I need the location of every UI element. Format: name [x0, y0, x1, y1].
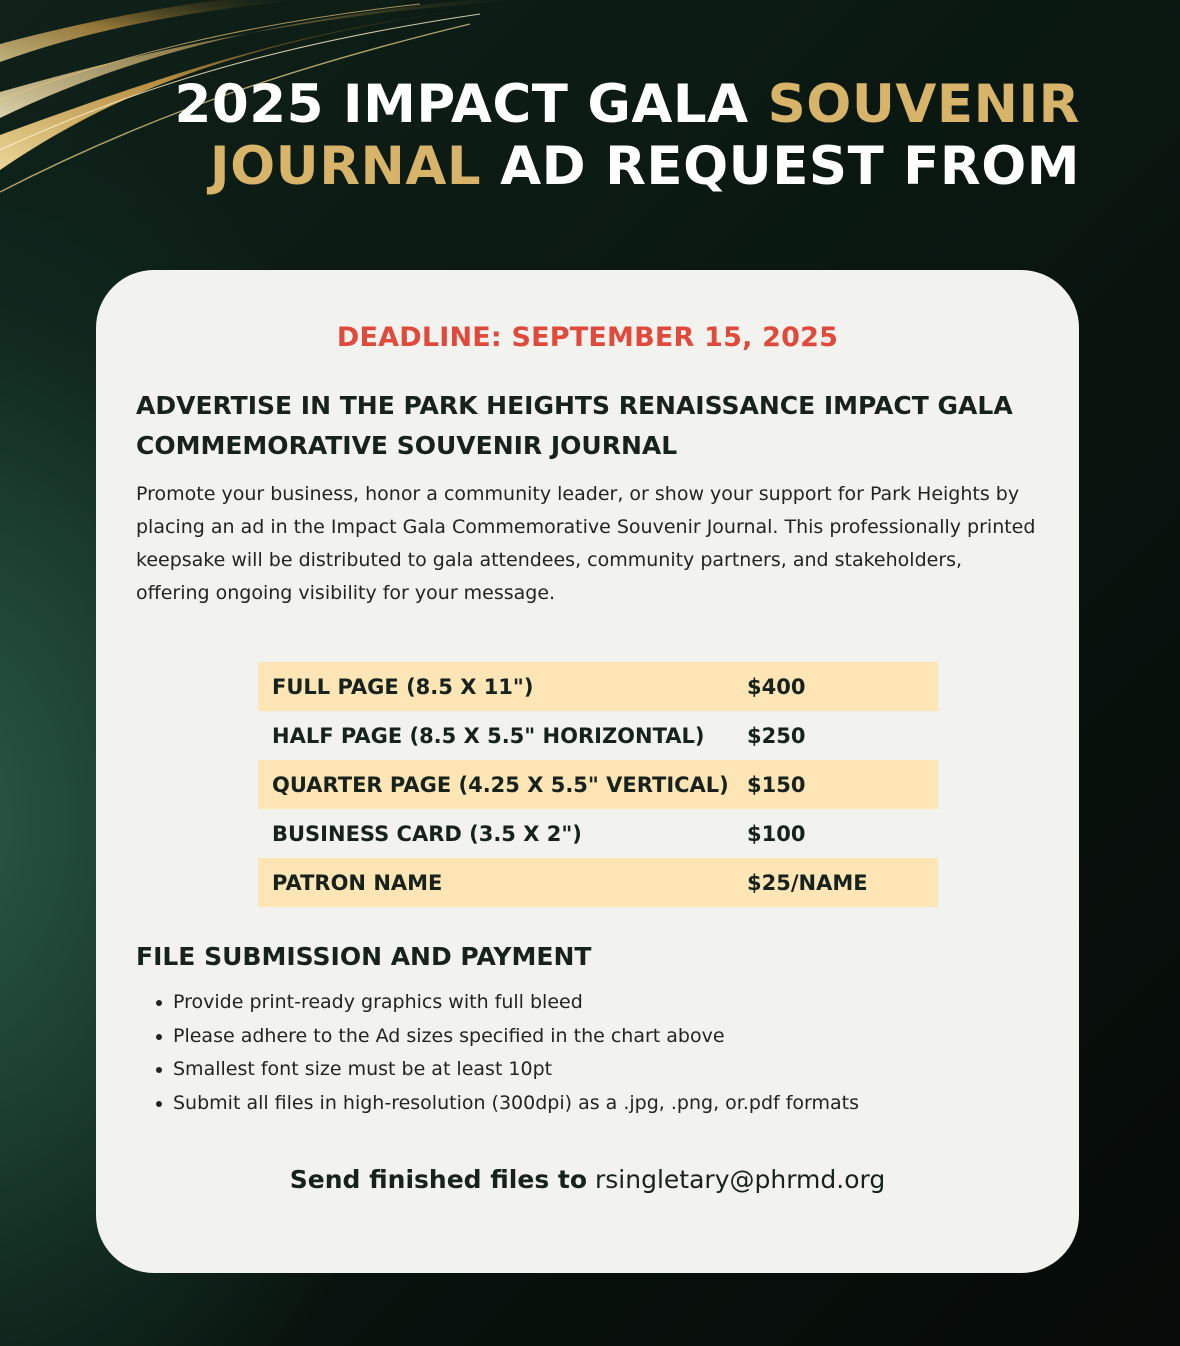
- rate-name: QUARTER PAGE (4.25 X 5.5" VERTICAL): [272, 772, 729, 797]
- title-part2: AD REQUEST FROM: [481, 136, 1080, 197]
- rate-row: [258, 809, 938, 858]
- title-part1: 2025 IMPACT GALA: [174, 74, 768, 135]
- rate-price: $150: [747, 772, 806, 797]
- deadline-text: DEADLINE: SEPTEMBER 15, 2025: [336, 322, 839, 353]
- rate-price: $400: [747, 674, 806, 699]
- list-item: Please adhere to the Ad sizes specified in the chart above: [173, 1020, 1036, 1054]
- rate-price: $250: [747, 723, 806, 748]
- file-requirements-list: [136, 986, 1036, 1120]
- rate-name: PATRON NAME: [272, 870, 443, 895]
- rate-name: HALF PAGE (8.5 X 5.5" HORIZONTAL): [272, 723, 705, 748]
- rate-price: $25/NAME: [747, 870, 868, 895]
- file-submission-heading: FILE SUBMISSION AND PAYMENT: [136, 942, 592, 971]
- title-gold-journal: JOURNAL: [209, 136, 482, 197]
- list-item: Smallest font size must be at least 10pt: [173, 1053, 1036, 1087]
- rate-row: [258, 760, 938, 809]
- intro-paragraph: Promote your business, honor a community leader, or show your support for Park Heights by placing an ad in the Impact Gala Commemorative Souvenir Journal. This professionally printed keepsake will be distributed to gala attendees, community partners, and stakeholders, offering ongoing visibility for your message.: [136, 483, 1036, 604]
- contact-email[interactable]: rsingletary@phrmd.org: [595, 1165, 886, 1194]
- rate-row: [258, 711, 938, 760]
- title-gold-souvenir: SOUVENIR: [767, 74, 1080, 135]
- list-item: Provide print-ready graphics with full bleed: [173, 986, 1036, 1020]
- send-files-lead: Send finished files to: [289, 1165, 588, 1194]
- rate-row: [258, 662, 938, 711]
- rate-price: $100: [747, 821, 806, 846]
- rate-name: FULL PAGE (8.5 X 11"): [272, 674, 534, 699]
- ad-rates-table: [258, 662, 938, 907]
- send-files-line: [96, 1165, 1079, 1194]
- rate-row: [258, 858, 938, 907]
- advertise-heading: ADVERTISE IN THE PARK HEIGHTS RENAISSANCE IMPACT GALA COMMEMORATIVE SOUVENIR JOURNAL: [136, 391, 1013, 460]
- rate-name: BUSINESS CARD (3.5 X 2"): [272, 821, 582, 846]
- page-title: [140, 74, 1080, 198]
- list-item: Submit all files in high-resolution (300dpi) as a .jpg, .png, or.pdf formats: [173, 1087, 1036, 1121]
- info-card: [96, 270, 1079, 1273]
